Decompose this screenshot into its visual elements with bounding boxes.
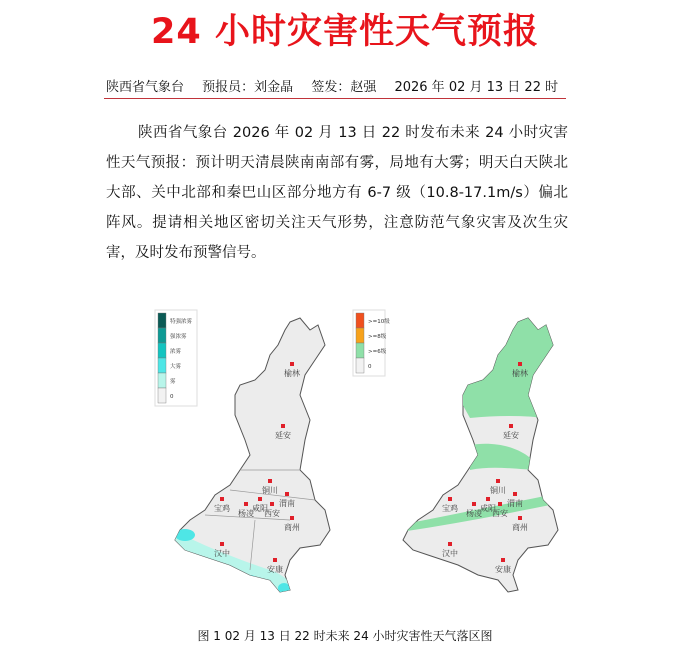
forecast-maps bbox=[0, 300, 690, 620]
legend-swatch bbox=[158, 328, 166, 343]
city-label: 安康 bbox=[267, 565, 283, 574]
city-label: 西安 bbox=[264, 509, 280, 518]
city-dot bbox=[273, 558, 277, 562]
city-label: 渭南 bbox=[507, 499, 523, 508]
city-label: 汉中 bbox=[442, 549, 458, 558]
city-dot bbox=[513, 492, 517, 496]
legend-swatch bbox=[356, 358, 364, 373]
fog-legend bbox=[155, 310, 197, 406]
legend-label: >=6级 bbox=[368, 349, 387, 355]
figure-caption: 图 1 02 月 13 日 22 时未来 24 小时灾害性天气落区图 bbox=[197, 629, 493, 643]
city-label: 铜川 bbox=[262, 486, 278, 495]
city-dot bbox=[258, 497, 262, 501]
city-dot bbox=[285, 492, 289, 496]
city-dot bbox=[448, 497, 452, 501]
city-dot bbox=[509, 424, 513, 428]
city-dot bbox=[518, 362, 522, 366]
city-dot bbox=[244, 502, 248, 506]
legend-swatch bbox=[158, 388, 166, 403]
divider bbox=[104, 98, 566, 99]
legend-swatch bbox=[158, 373, 166, 388]
legend-swatch bbox=[356, 343, 364, 358]
city-label: 延安 bbox=[275, 431, 291, 440]
city-label: 杨凌 bbox=[238, 509, 254, 518]
datetime: 2026 年 02 月 13 日 22 时 bbox=[394, 80, 559, 95]
city-label: 榆林 bbox=[284, 369, 300, 378]
city-label: 汉中 bbox=[214, 549, 230, 558]
city-label: 宝鸡 bbox=[442, 504, 458, 513]
city-dot bbox=[290, 516, 294, 520]
city-label: 延安 bbox=[503, 431, 519, 440]
city-dot bbox=[220, 542, 224, 546]
legend-label: 0 bbox=[368, 364, 372, 370]
legend-swatch bbox=[356, 328, 364, 343]
city-label: 咸阳 bbox=[480, 504, 496, 513]
legend-label: 0 bbox=[170, 394, 174, 400]
legend-label: 浓雾 bbox=[170, 349, 182, 355]
city-dot bbox=[281, 424, 285, 428]
city-dot bbox=[290, 362, 294, 366]
legend-swatch bbox=[158, 343, 166, 358]
city-label: 咸阳 bbox=[252, 504, 268, 513]
legend-label: >=10级 bbox=[368, 319, 390, 325]
wind-map bbox=[400, 310, 560, 592]
legend-label: 大雾 bbox=[170, 364, 182, 370]
meta-line bbox=[106, 76, 566, 95]
city-dot bbox=[268, 479, 272, 483]
city-dot bbox=[486, 497, 490, 501]
city-label: 榆林 bbox=[512, 369, 528, 378]
city-dot bbox=[518, 516, 522, 520]
legend-label: 雾 bbox=[170, 379, 176, 385]
city-label: 渭南 bbox=[279, 499, 295, 508]
wind-legend bbox=[353, 310, 390, 376]
legend-label: 强浓雾 bbox=[170, 334, 187, 340]
city-label: 商州 bbox=[512, 523, 528, 532]
city-dot bbox=[220, 497, 224, 501]
legend-swatch bbox=[158, 313, 166, 328]
city-dot bbox=[501, 558, 505, 562]
city-dot bbox=[270, 502, 274, 506]
city-dot bbox=[496, 479, 500, 483]
page-title: 24 小时灾害性天气预报 bbox=[151, 12, 539, 52]
legend-label: >=8级 bbox=[368, 334, 387, 340]
city-dot bbox=[448, 542, 452, 546]
issuer: 签发：赵强 bbox=[311, 80, 377, 95]
city-label: 宝鸡 bbox=[214, 504, 230, 513]
city-dot bbox=[472, 502, 476, 506]
legend-label: 特强浓雾 bbox=[170, 319, 193, 325]
org: 陕西省气象台 bbox=[106, 80, 185, 95]
city-label: 杨凌 bbox=[466, 509, 482, 518]
legend-swatch bbox=[356, 313, 364, 328]
forecaster: 预报员：刘金晶 bbox=[202, 80, 294, 95]
legend-swatch bbox=[158, 358, 166, 373]
forecast-text: 陕西省气象台 2026 年 02 月 13 日 22 时发布未来 24 小时灾害性天气预报：预计明天清晨陕南南部有雾，局地有大雾；明天白天陕北大部、关中北部和秦巴山区部分地方有 6-7 级（10.8-17.1m/s）偏北阵风。提请相关地区密切关注天气形势，注意防范气象灾害及次生灾害，及时发布预警信号。 bbox=[106, 125, 568, 261]
city-label: 西安 bbox=[492, 509, 508, 518]
city-label: 商州 bbox=[284, 523, 300, 532]
city-label: 铜川 bbox=[490, 486, 506, 495]
city-label: 安康 bbox=[495, 565, 511, 574]
city-dot bbox=[498, 502, 502, 506]
